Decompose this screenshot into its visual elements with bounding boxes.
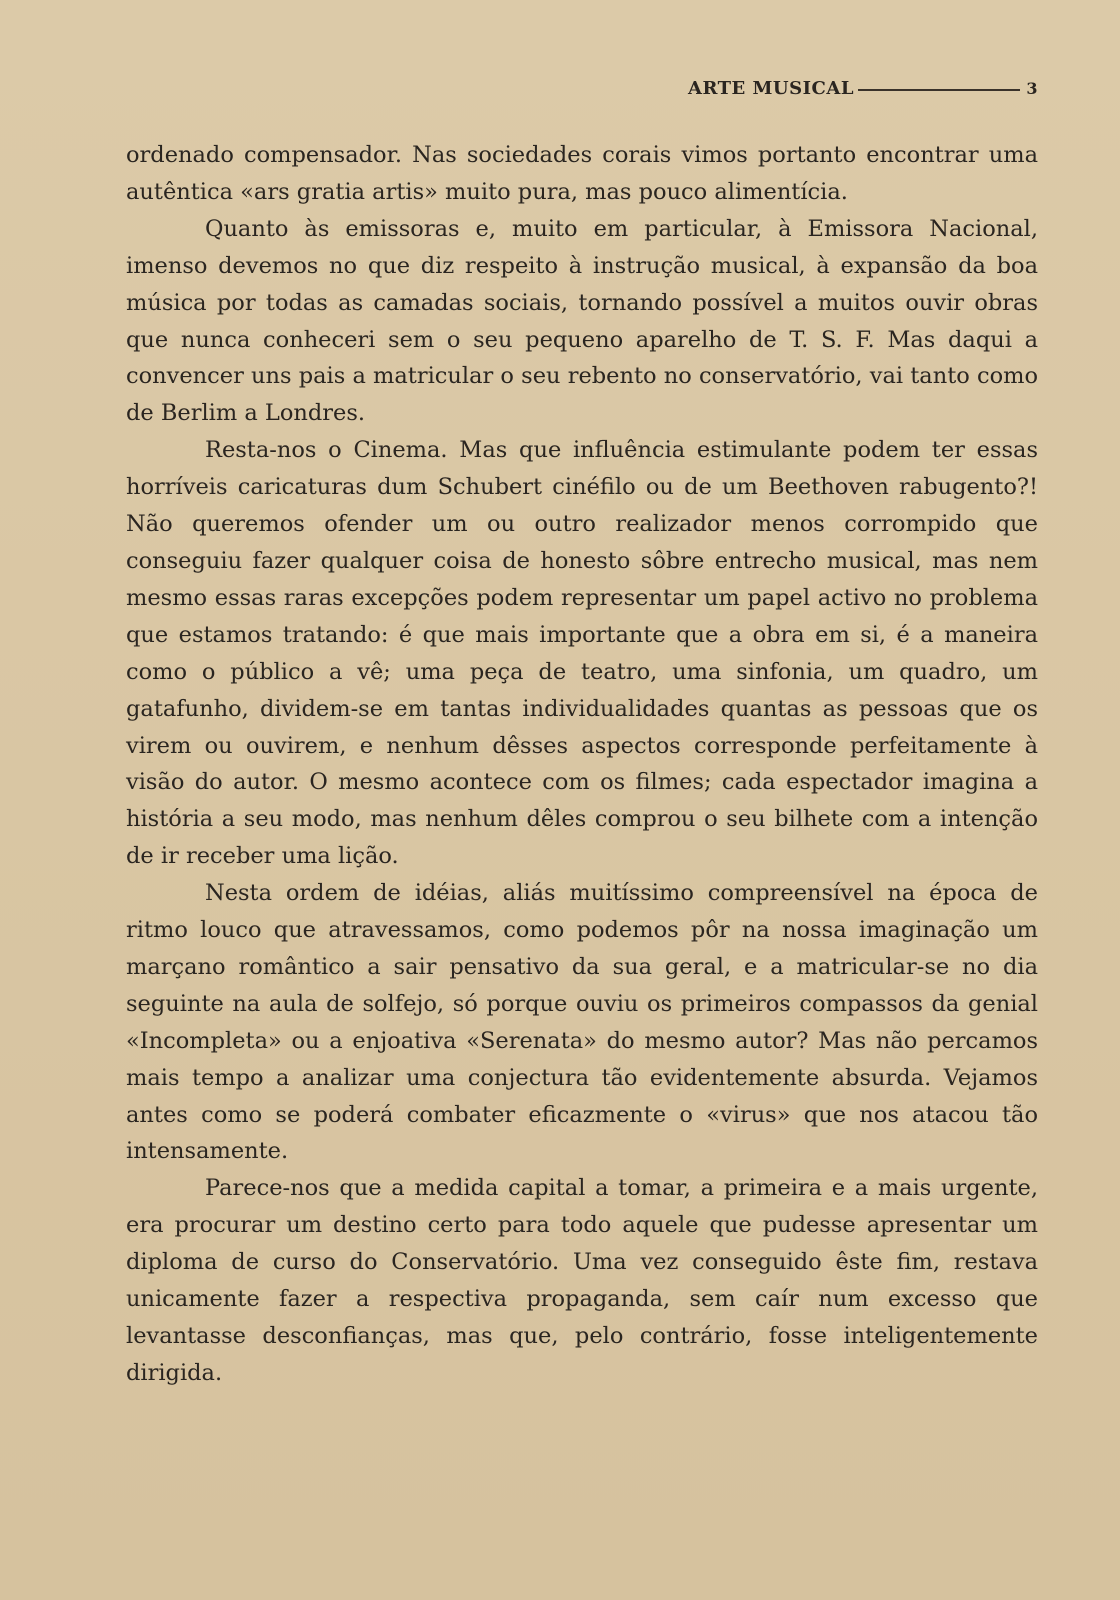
page-number: 3 <box>1026 78 1038 98</box>
running-header <box>688 76 1038 100</box>
paragraph-2: Quanto às emissoras e, muito em particular, à Emissora Nacional, imenso devemos no que diz respeito à instrução musical, à expansão da boa música por todas as camadas sociais, tornando possível a muitos ouvir obras que nunca conheceri sem o seu pequeno aparelho de T. S. F. Mas daqui a convencer uns pais a matricular o seu rebento no conservatório, vai tanto como de Berlim a Londres. <box>126 215 1038 427</box>
paragraph-3: Resta-nos o Cinema. Mas que influência estimulante podem ter essas horríveis caricaturas dum Schubert cinéfilo ou de um Beethoven rabugento?! Não queremos ofender um ou outro realizador menos corrompido que conseguiu fazer qualquer coisa de honesto sôbre entrecho musical, mas nem mesmo essas raras excepções podem representar um papel activo no problema que estamos tratando: é que mais importante que a obra em si, é a maneira como o público a vê; uma peça de teatro, uma sinfonia, um quadro, um gatafunho, dividem-se em tantas individualidades quantas as pessoas que os virem ou ouvirem, e nenhum dêsses aspectos corresponde perfeitamente à visão do autor. O mesmo acontece com os filmes; cada espectador imagina a história a seu modo, mas nenhum dêles comprou o seu bilhete com a intenção de ir receber uma lição. <box>126 437 1038 870</box>
body-text <box>126 137 1038 1392</box>
paragraph-1: ordenado compensador. Nas sociedades corais vimos portanto encontrar uma autêntica «ars gratia artis» muito pura, mas pouco alimentícia. <box>126 142 1038 205</box>
paragraph-5: Parece-nos que a medida capital a tomar, a primeira e a mais urgente, era procurar um destino certo para todo aquele que pudesse apresentar um diploma de curso do Conservatório. Uma vez conseguido êste fim, restava unicamente fazer a respectiva propaganda, sem caír num excesso que levantasse desconfianças, mas que, pelo contrário, fosse inteligentemente dirigida. <box>126 1175 1038 1386</box>
header-rule <box>858 89 1020 91</box>
header-title: ARTE MUSICAL <box>688 77 854 99</box>
paragraph-4: Nesta ordem de idéias, aliás muitíssimo compreensível na época de ritmo louco que atravessamos, como podemos pôr na nossa imaginação um marçano romântico a sair pensativo da sua geral, e a matricular-se no dia seguinte na aula de solfejo, só porque ouviu os primeiros compassos da genial «Incompleta» ou a enjoativa «Serenata» do mesmo autor? Mas não percamos mais tempo a analizar uma conjectura tão evidentemente absurda. Vejamos antes como se poderá combater eficazmente o «virus» que nos atacou tão intensamente. <box>126 880 1038 1165</box>
